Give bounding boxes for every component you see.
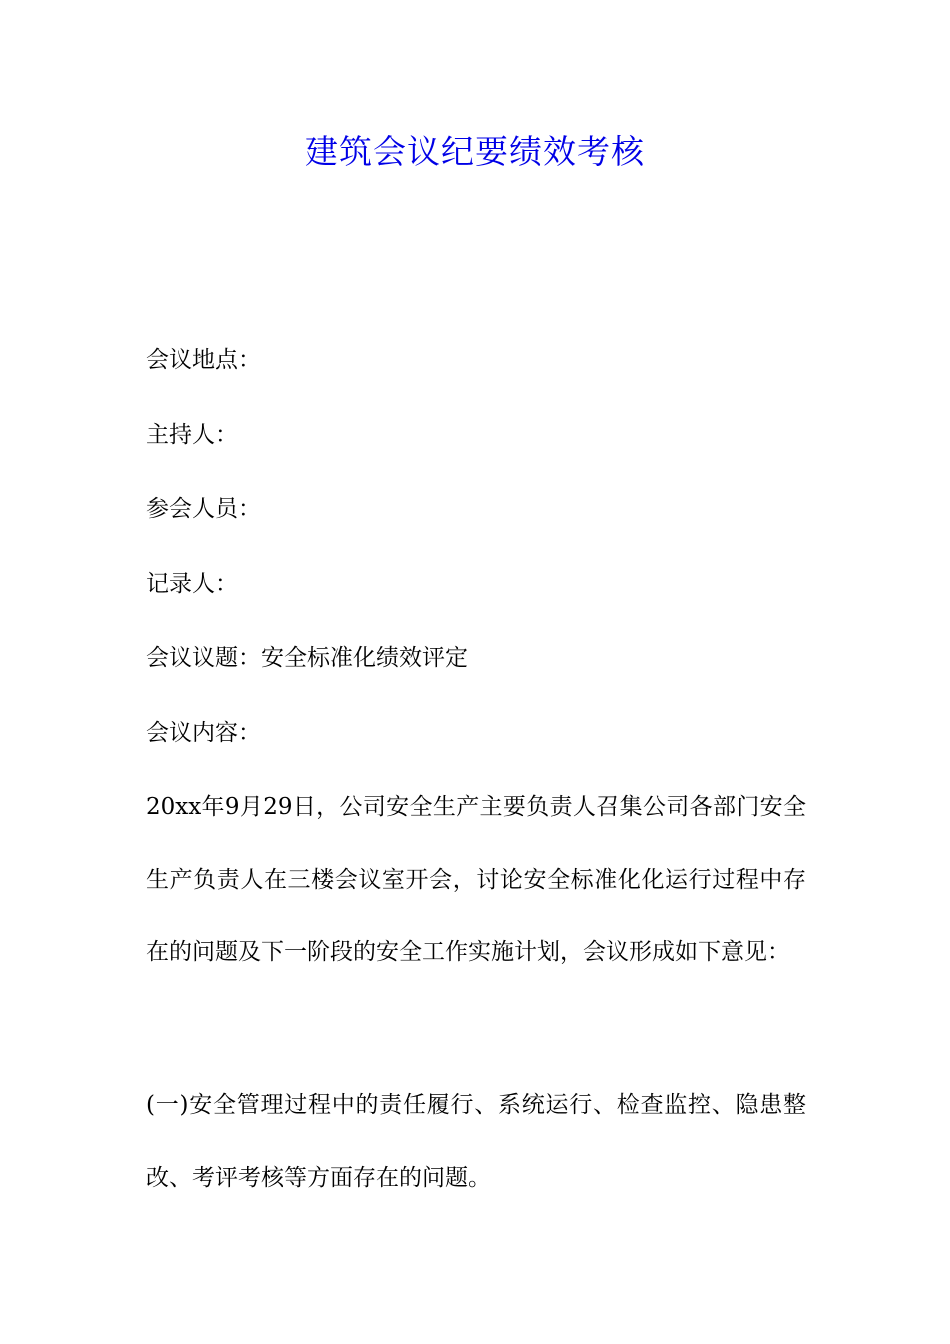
host-field [146, 417, 806, 453]
field-label: 主持人： [146, 422, 238, 448]
content-paragraph-1: 20xx年9月29日，公司安全生产主要负责人召集公司各部门安全生产负责人在三楼会议室开会，讨论安全标准化化运行过程中存在的问题及下一阶段的安全工作实施计划，会议形成如下意见： [146, 794, 806, 965]
field-label: 会议内容： [146, 720, 261, 746]
attendees-field [146, 491, 806, 527]
meeting-content-field [146, 715, 806, 751]
recorder-field [146, 566, 806, 602]
field-label: 会议地点： [146, 347, 261, 373]
field-label: 记录人： [146, 571, 238, 597]
field-value: 安全标准化绩效评定 [261, 645, 468, 671]
document-title: 建筑会议纪要绩效考核 [305, 132, 645, 171]
meeting-location-field [146, 342, 806, 378]
content-paragraph-2: (一)安全管理过程中的责任履行、系统运行、检查监控、隐患整改、考评考核等方面存在的问题。 [146, 1092, 806, 1191]
field-label: 参会人员： [146, 496, 261, 522]
meeting-topic-field [146, 640, 806, 676]
field-label: 会议议题： [146, 645, 261, 671]
